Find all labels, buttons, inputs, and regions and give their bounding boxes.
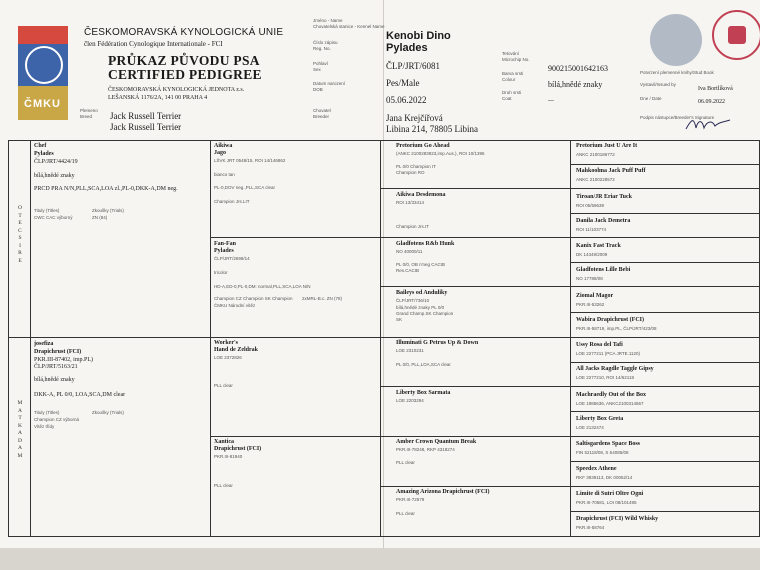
gen3-name: Baileys od Anduliky <box>396 290 448 296</box>
gen4-name: Pretorium Just U Are It <box>576 143 638 149</box>
colour-label-en: Colour <box>502 77 516 82</box>
reg-label: Číslo zápisu <box>313 40 338 45</box>
gen4-reg: ROI 05/59639 <box>576 203 605 208</box>
gen3-extra: bílá,hnědé znaky PL 0/0 Grand Champ.SK Champion SK <box>396 305 454 322</box>
sire-reg: ČLP/JRT/4424/19 <box>34 159 78 165</box>
gen2-reg: LŠVK JRT 0548/15, ROI 14/146862 <box>214 158 286 163</box>
gen4-reg: PKR.III-53262 <box>576 302 605 307</box>
organization-fci: člen Fédération Cynologique Internationale - FCI <box>84 40 223 48</box>
sex-label-en: Sex <box>313 67 321 72</box>
date-label: Dne / Date <box>640 96 662 101</box>
kennel-stamp <box>712 10 760 60</box>
breed-en: Jack Russell Terrier <box>110 122 182 132</box>
gen3-name: Gladfotens R&b Hunk <box>396 241 455 247</box>
gen3-reg: LOE 2310231 <box>396 348 424 353</box>
coat-label-en: Coat <box>502 96 512 101</box>
gen4-reg: FIN 52118/08, S 54085/08 <box>576 450 629 455</box>
colour-label: Barva srsti <box>502 71 524 76</box>
gen3-extra: PLL clear <box>396 460 415 465</box>
document-title-en: CERTIFIED PEDIGREE <box>108 67 262 82</box>
dam-reg: PKR.III-87402, imp.PL) <box>34 357 93 363</box>
signature <box>684 116 732 132</box>
gen3-reg: PKR.III-78248, RKP 4318274 <box>396 447 455 452</box>
gen3-name: Liberty Box Sarmata <box>396 390 451 396</box>
gen4-reg: ANKC 2100186772 <box>576 152 615 157</box>
gen4-name: Mahkoolma Jack Puff Puff <box>576 168 646 174</box>
coat-label: Druh srsti <box>502 90 522 95</box>
gen3-name: Amazing Arizona Drapichrust (FCI) <box>396 489 490 495</box>
sire-colour: bílá,hnědé znaky <box>34 173 75 179</box>
gen3-reg: LOE 2203294 <box>396 398 424 403</box>
dam-titles-label: Tituly (Titles) <box>34 410 60 415</box>
gen4-name: Tiroan/JR Eriar Tuck <box>576 194 633 200</box>
gen2-kennel: Drapichrust (FCI) <box>214 446 262 452</box>
gen3-name: Aikiwa Desdemona <box>396 192 446 198</box>
dam-colour: bílá,hnědé znaky <box>34 377 75 383</box>
breed-label: Plemeno <box>80 108 98 113</box>
gen4-reg: NO 17788/08 <box>576 276 603 281</box>
sire-exams-label: Zkoušky (Trials) <box>92 208 124 213</box>
sire-titles-label: Tituly (Titles) <box>34 208 60 213</box>
kennel-label: Chovatelská stanice - Kennel Name <box>313 24 385 29</box>
gen4-name: Machraedly Out of the Box <box>576 392 646 398</box>
issued-by-label: Vystavil/Issued by <box>640 82 676 87</box>
gen4-name: Ussy Rosa del Tafi <box>576 342 623 348</box>
gen3-extra: Champion Jrs.IT <box>396 224 430 229</box>
gen2-exams: 2xMRL-B.c. ZN (78) <box>302 296 343 301</box>
gen3-name: Pretorium Go Ahead <box>396 143 450 149</box>
scan-edge <box>0 548 760 570</box>
address-line1: ČESKOMORAVSKÁ KYNOLOGICKÁ JEDNOTA z.s. <box>108 87 245 93</box>
gen4-reg: LOE 2277211 (PCA JRTE.1120) <box>576 351 641 356</box>
dam-exams-label: Zkoušky (Trials) <box>92 410 124 415</box>
issued-by: Iva Bortlíková <box>698 86 733 92</box>
colour-value: bílá,hnědé znaky <box>548 80 603 89</box>
gen2-name: Worker's <box>214 340 238 346</box>
gen4-name: Saltisgardens Space Boss <box>576 441 641 447</box>
gen4-reg: RKF 3939113, DK 00052/14 <box>576 475 633 480</box>
issued-label: Potvrzení plemenné knihy/Stud Book <box>640 70 714 75</box>
gen4-reg: PKR.III-58719, imp.PL, ČLP/JRT/423/08 <box>576 326 657 331</box>
gen2-health: PLL clear <box>214 383 233 388</box>
gen2-kennel: Jago <box>214 150 226 156</box>
gen2-reg: ČLP/JRT/2698/14 <box>214 256 250 261</box>
gen4-name: Drapichrust (FCI) Wild Whisky <box>576 516 659 522</box>
sire-health: PRCD PRA N/N,PLL,SCA,LOA zl.,PL-0,DKK-A,DM neg. <box>34 186 178 192</box>
gen2-reg: LOE 2372826 <box>214 355 242 360</box>
dog-name: Kenobi Dino <box>386 30 451 42</box>
gen4-reg: PKR.III-70681, LOI 08/101495 <box>576 500 637 505</box>
gen2-name: Xantica <box>214 439 234 445</box>
sire-side-label: O T E C S I R E <box>18 205 22 264</box>
dob-value: 05.06.2022 <box>386 95 427 105</box>
breed-cz: Jack Russell Terrier <box>110 111 182 121</box>
gen3-extra: PL 0/0 Champion IT Champion RO <box>396 164 436 175</box>
gen4-name: Speedex Athene <box>576 466 617 472</box>
gen4-name: Gladfotens Lille Bebi <box>576 267 631 273</box>
gen4-name: Wabira Drapichrust (FCI) <box>576 317 644 323</box>
microchip-label-en: Microchip No. <box>502 57 530 62</box>
gen3-reg: ROI 13/33414 <box>396 200 425 205</box>
reg-label-en: Reg. No. <box>313 46 331 51</box>
gen3-reg: PKR.III-72579 <box>396 497 425 502</box>
gen4-reg: LOE 2277210, ROI 14/62118 <box>576 375 634 380</box>
document-title: PRŮKAZ PŮVODU PSA <box>108 53 260 68</box>
name-label: Jméno - Name <box>313 18 343 23</box>
gen3-extra: PL 0/0, PLL,LOA,SCA clear <box>396 362 451 367</box>
dog-kennel: Pylades <box>386 42 428 54</box>
dam-side-label: M A T K A D A M <box>17 400 23 459</box>
gen2-titles: Champion Jrs.LIT <box>214 199 250 204</box>
organization-name: ČESKOMORAVSKÁ KYNOLOGICKÁ UNIE <box>84 27 284 38</box>
gen4-reg: LOE 2132474 <box>576 425 604 430</box>
dam-name: josefiza <box>34 341 54 347</box>
gen2-colour: tricolor <box>214 270 228 275</box>
gen2-titles: Champion CZ Champion SK Champion ČMKU Národní vítěz <box>214 296 293 308</box>
logo-text: ČMKU <box>24 98 61 110</box>
gen2-kennel: Hand de Zeldrak <box>214 347 259 353</box>
gen4-name: Limite di Sutri Oltre Ogni <box>576 491 644 497</box>
gen4-reg: LOE 1985636, ANKC2100314567 <box>576 401 644 406</box>
gen3-name: Amber Crown Quantum Break <box>396 439 477 445</box>
issued-date: 06.09.2022 <box>698 99 725 105</box>
gen3-reg: NO 40000/11 <box>396 249 423 254</box>
dam-titles: Champion CZ výborná Vítěz třídy <box>34 417 80 429</box>
gen2-health: PL-0,DOV neg.,PLL,SCA clear <box>214 185 276 190</box>
gen4-reg: PKR.III-58764 <box>576 525 605 530</box>
sire-exams: ZN (84) <box>92 215 108 220</box>
gen4-reg: DK 14349/2009 <box>576 252 608 257</box>
fci-logo <box>18 26 68 120</box>
dob-label-en: DOB <box>313 87 323 92</box>
breeder-name: Jana Krejčířová <box>386 113 443 123</box>
dam-kennel: Drapichrust (FCI) <box>34 349 82 355</box>
gen2-colour: bianco tan <box>214 172 235 177</box>
microchip-label: Tetování <box>502 51 520 56</box>
gen3-reg: ČLP/JRT/736/10 <box>396 298 430 303</box>
gen3-extra: PL 0/0, OB n'neg CACIB Res.CACIB <box>396 262 445 273</box>
gen4-name: Danila Jack Demetra <box>576 218 631 224</box>
gen4-reg: ANKC 2100228572 <box>576 177 615 182</box>
coat-value: ... <box>548 94 554 103</box>
gen2-reg: PKR.III-81940 <box>214 454 243 459</box>
sex-value: Pes/Male <box>386 78 420 88</box>
gen2-name: Aikiwa <box>214 143 233 149</box>
gen3-name: Illuminati G Petrus Up & Down <box>396 340 479 346</box>
gen2-name: Fan-Fan <box>214 241 237 247</box>
pedigree-table <box>8 140 760 537</box>
address-line2: LEŠANSKÁ 1176/2A, 141 00 PRAHA 4 <box>108 95 208 101</box>
dam-health: DKK-A, PL 0/0, LOA,SCA,DM clear <box>34 392 126 398</box>
sire-name: Chef <box>34 143 47 149</box>
breed-label-en: Breed <box>80 114 93 119</box>
sex-label: Pohlaví <box>313 61 329 66</box>
dob-label: Datum narození <box>313 81 346 86</box>
gen4-name: Kanix Fast Track <box>576 243 621 249</box>
sire-kennel: Pylades <box>34 151 54 157</box>
microchip-value: 900215001642163 <box>548 64 608 73</box>
gen2-health: PLL clear <box>214 483 233 488</box>
gen2-health: HD-A,ED-0,PL-0,DM: normal,PLL,SCA,LOA N/N <box>214 284 311 289</box>
breeder-label: Chovatel <box>313 108 331 113</box>
gen2-kennel: Pylades <box>214 248 234 254</box>
gen4-name: All Jacks Ragdle Taggle Gipsy <box>576 366 654 372</box>
signature-label: Podpis nástupce/Breeder's Signature <box>640 115 715 120</box>
gen3-reg: (ANKC 2100283923,imp.Aus.), ROI 10/1396 <box>396 151 485 156</box>
reg-number: ČLP/JRT/6081 <box>386 61 440 71</box>
gen4-name: Liberty Box Greta <box>576 416 624 422</box>
breeder-address: Libina 214, 78805 Libina <box>386 124 478 134</box>
stud-book-stamp <box>650 14 702 66</box>
gen4-reg: ROI 11/103774 <box>576 227 607 232</box>
breeder-label-en: Breeder <box>313 114 330 119</box>
sire-titles: CWC CAC výborný <box>34 215 73 220</box>
gen4-name: Ziomal Magor <box>576 293 614 299</box>
dam-reg2: ČLP/JRT/5163/21 <box>34 364 78 370</box>
gen3-extra: PLL clear <box>396 511 415 516</box>
